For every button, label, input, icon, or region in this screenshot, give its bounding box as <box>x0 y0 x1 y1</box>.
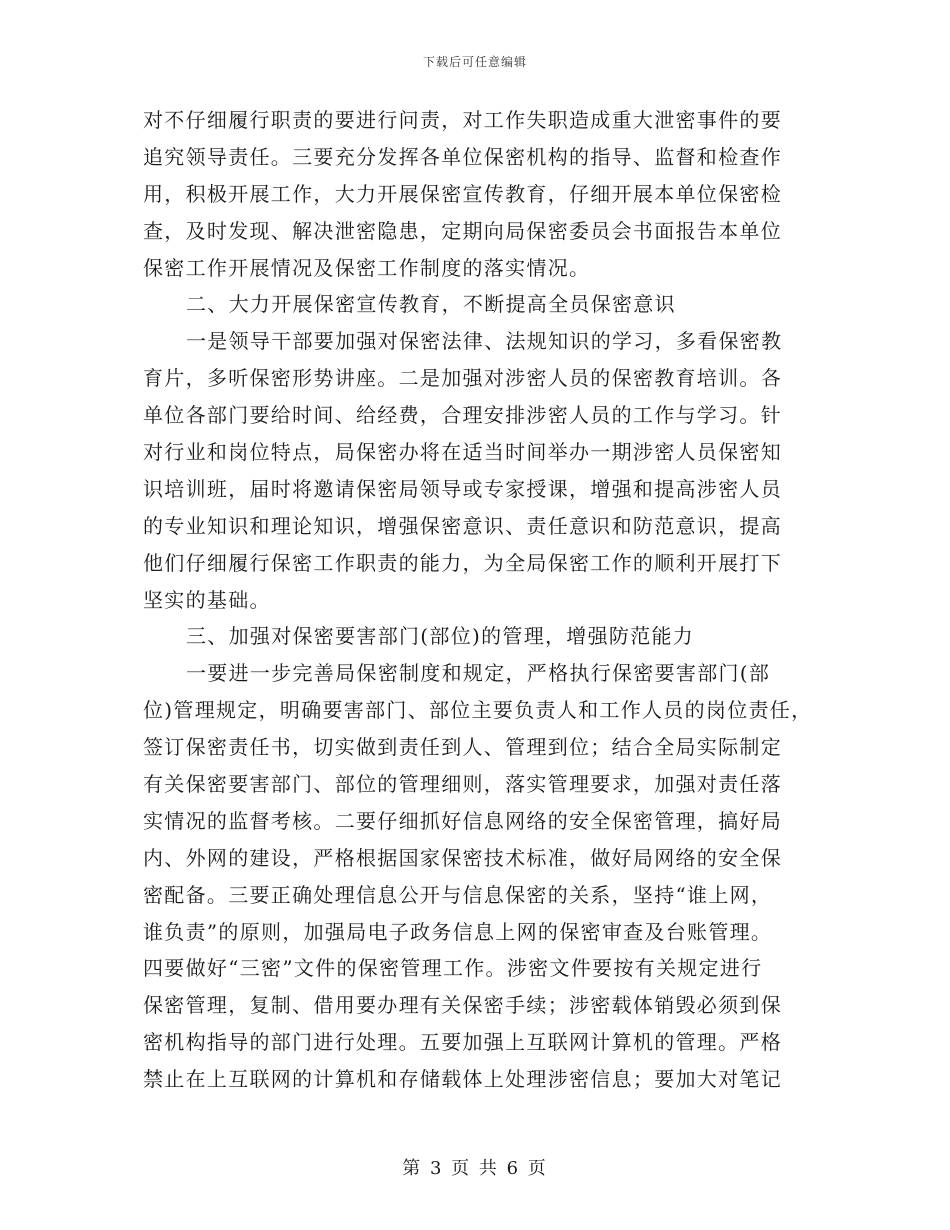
text-line: 一是领导干部要加强对保密法律、法规知识的学习，多看保密教 <box>186 329 783 354</box>
text-line: 育片，多听保密形势讲座。二是加强对涉密人员的保密教育培训。各 <box>143 366 782 391</box>
text-line: 实情况的监督考核。二要仔细抓好信息网络的安全保密管理，搞好局 <box>143 808 782 833</box>
text-line: 单位各部门要给时间、给经费，合理安排涉密人员的工作与学习。针 <box>143 403 782 428</box>
section-heading: 二、大力开展保密宣传教育，不断提高全员保密意识 <box>186 292 676 317</box>
text-line: 谁负责”的原则，加强局电子政务信息上网的保密审查及台账管理。 <box>143 919 773 944</box>
section-heading: 三、加强对保密要害部门(部位)的管理，增强防范能力 <box>186 624 695 649</box>
text-line: 有关保密要害部门、部位的管理细则，落实管理要求，加强对责任落 <box>143 772 782 797</box>
text-line: 他们仔细履行保密工作职责的能力，为全局保密工作的顺利开展打下 <box>143 550 782 575</box>
text-line: 的专业知识和理论知识，增强保密意识、责任意识和防范意识，提高 <box>143 513 782 538</box>
text-line: 查，及时发现、解决泄密隐患，定期向局保密委员会书面报告本单位 <box>143 218 782 243</box>
text-line: 内、外网的建设，严格根据国家保密技术标准，做好局网络的安全保 <box>143 845 782 870</box>
text-line: 用，积极开展工作，大力开展保密宣传教育，仔细开展本单位保密检 <box>143 181 782 206</box>
text-line: 密配备。三要正确处理信息公开与信息保密的关系，坚持“谁上网， <box>143 882 773 907</box>
text-line: 追究领导责任。三要充分发挥各单位保密机构的指导、监督和检查作 <box>143 144 782 169</box>
text-line: 对不仔细履行职责的要进行问责，对工作失职造成重大泄密事件的要 <box>143 108 782 132</box>
page-header: 下载后可任意编辑 <box>422 55 527 69</box>
text-line: 密机构指导的部门进行处理。五要加强上互联网计算机的管理。严格 <box>143 1030 782 1055</box>
text-line: 识培训班，届时将邀请保密局领导或专家授课，增强和提高涉密人员 <box>143 476 782 501</box>
text-line: 禁止在上互联网的计算机和存储载体上处理涉密信息；要加大对笔记 <box>143 1067 782 1092</box>
text-line: 保密工作开展情况及保密工作制度的落实情况。 <box>143 255 591 280</box>
text-line: 四要做好“三密”文件的保密管理工作。涉密文件要按有关规定进行 <box>143 956 763 981</box>
text-line: 签订保密责任书，切实做到责任到人、管理到位；结合全局实际制定 <box>143 735 782 760</box>
text-line: 位)管理规定，明确要害部门、部位主要负责人和工作人员的岗位责任， <box>143 698 813 723</box>
text-line: 对行业和岗位特点，局保密办将在适当时间举办一期涉密人员保密知 <box>143 440 782 465</box>
text-line: 保密管理，复制、借用要办理有关保密手续；涉密载体销毁必须到保 <box>143 993 782 1018</box>
page-footer: 第 3 页 共 6 页 <box>402 1158 548 1179</box>
text-line: 坚实的基础。 <box>143 587 271 612</box>
text-line: 一要进一步完善局保密制度和规定，严格执行保密要害部门(部 <box>186 661 771 686</box>
document-body <box>143 102 813 1098</box>
